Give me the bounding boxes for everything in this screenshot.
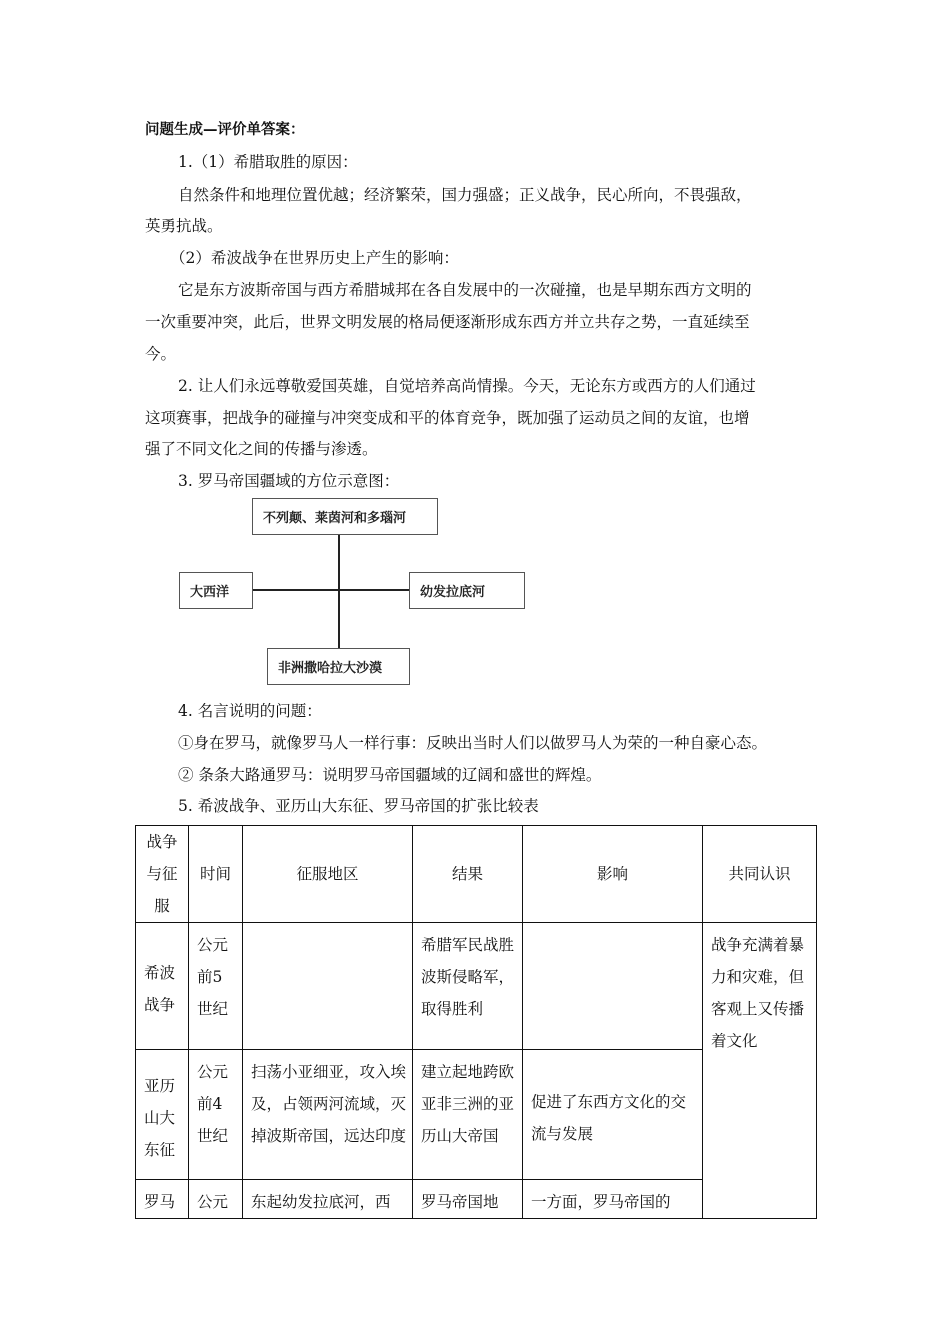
- row-time-cell: 公元: [189, 1180, 243, 1219]
- q2-line2: 这项赛事，把战争的碰撞与冲突变成和平的体育竞争，既加强了运动员之间的友谊，也增: [145, 409, 750, 427]
- q2-line3: 强了不同文化之间的传播与渗透。: [145, 440, 378, 458]
- row-war-cell: 希波战争: [136, 923, 189, 1050]
- row-result-cell: 建立起地跨欧亚非三洲的亚历山大帝国: [413, 1050, 523, 1180]
- diagram-horizontal-line: [252, 589, 410, 591]
- q1-part2-line1: 它是东方波斯帝国与西方希腊城邦在各自发展中的一次碰撞，也是早期东西方文明的: [178, 281, 752, 299]
- q1-part1-line1: 自然条件和地理位置优越；经济繁荣，国力强盛；正义战争，民心所向，不畏强敌，: [178, 186, 752, 204]
- diagram-east-box: 幼发拉底河: [409, 572, 525, 609]
- table-header-row: [136, 826, 817, 923]
- row-region-cell: 东起幼发拉底河，西: [243, 1180, 413, 1219]
- diagram-south-box: 非洲撒哈拉大沙漠: [267, 648, 410, 685]
- diagram-north-box: 不列颠、莱茵河和多瑙河: [252, 498, 438, 535]
- table-row: [136, 923, 817, 1050]
- header-war: 战争与征服: [136, 826, 189, 923]
- diagram-vertical-line: [338, 534, 340, 650]
- q4-item2: ② 条条大路通罗马：说明罗马帝国疆域的辽阔和盛世的辉煌。: [178, 766, 602, 784]
- row-impact-cell: 促进了东西方文化的交流与发展: [523, 1050, 703, 1180]
- header-common: 共同认识: [703, 826, 817, 923]
- q4-label: 4. 名言说明的问题：: [178, 702, 322, 720]
- row-region-cell: [243, 923, 413, 1050]
- row-region-cell: 扫荡小亚细亚，攻入埃及，占领两河流域，灭掉波斯帝国，远达印度: [243, 1050, 413, 1180]
- answer-heading: 问题生成—评价单答案：: [145, 122, 305, 138]
- row-time-cell: 公元前4世纪: [189, 1050, 243, 1180]
- diagram-west-box: 大西洋: [179, 572, 253, 609]
- q2-line1: 2. 让人们永远尊敬爱国英雄，自觉培养高尚情操。今天，无论东方或西方的人们通过: [178, 377, 756, 395]
- row-war-cell: 亚历山大东征: [136, 1050, 189, 1180]
- q5-label: 5. 希波战争、亚历山大东征、罗马帝国的扩张比较表: [178, 797, 539, 815]
- q1-part1-line2: 英勇抗战。: [145, 217, 223, 235]
- row-war-cell: 罗马: [136, 1180, 189, 1219]
- header-impact: 影响: [523, 826, 703, 923]
- common-view-cell: 战争充满着暴力和灾难，但客观上又传播着文化: [703, 923, 817, 1219]
- comparison-table: [135, 825, 817, 1219]
- q1-part2-line3: 今。: [145, 345, 177, 363]
- row-time-cell: 公元前5世纪: [189, 923, 243, 1050]
- row-result-cell: 希腊军民战胜波斯侵略军，取得胜利: [413, 923, 523, 1050]
- q1-part2-line2: 一次重要冲突，此后，世界文明发展的格局便逐渐形成东西方并立共存之势，一直延续至: [145, 313, 750, 331]
- row-impact-cell: 一方面，罗马帝国的: [523, 1180, 703, 1219]
- q1-part2-label: （2）希波战争在世界历史上产生的影响：: [170, 249, 459, 267]
- header-time: 时间: [189, 826, 243, 923]
- header-result: 结果: [413, 826, 523, 923]
- row-impact-cell: [523, 923, 703, 1050]
- q1-part1-label: 1.（1）希腊取胜的原因：: [178, 153, 358, 171]
- row-result-cell: 罗马帝国地: [413, 1180, 523, 1219]
- q4-item1: ①身在罗马，就像罗马人一样行事：反映出当时人们以做罗马人为荣的一种自豪心态。: [178, 734, 768, 752]
- header-region: 征服地区: [243, 826, 413, 923]
- q3-label: 3. 罗马帝国疆域的方位示意图：: [178, 472, 400, 490]
